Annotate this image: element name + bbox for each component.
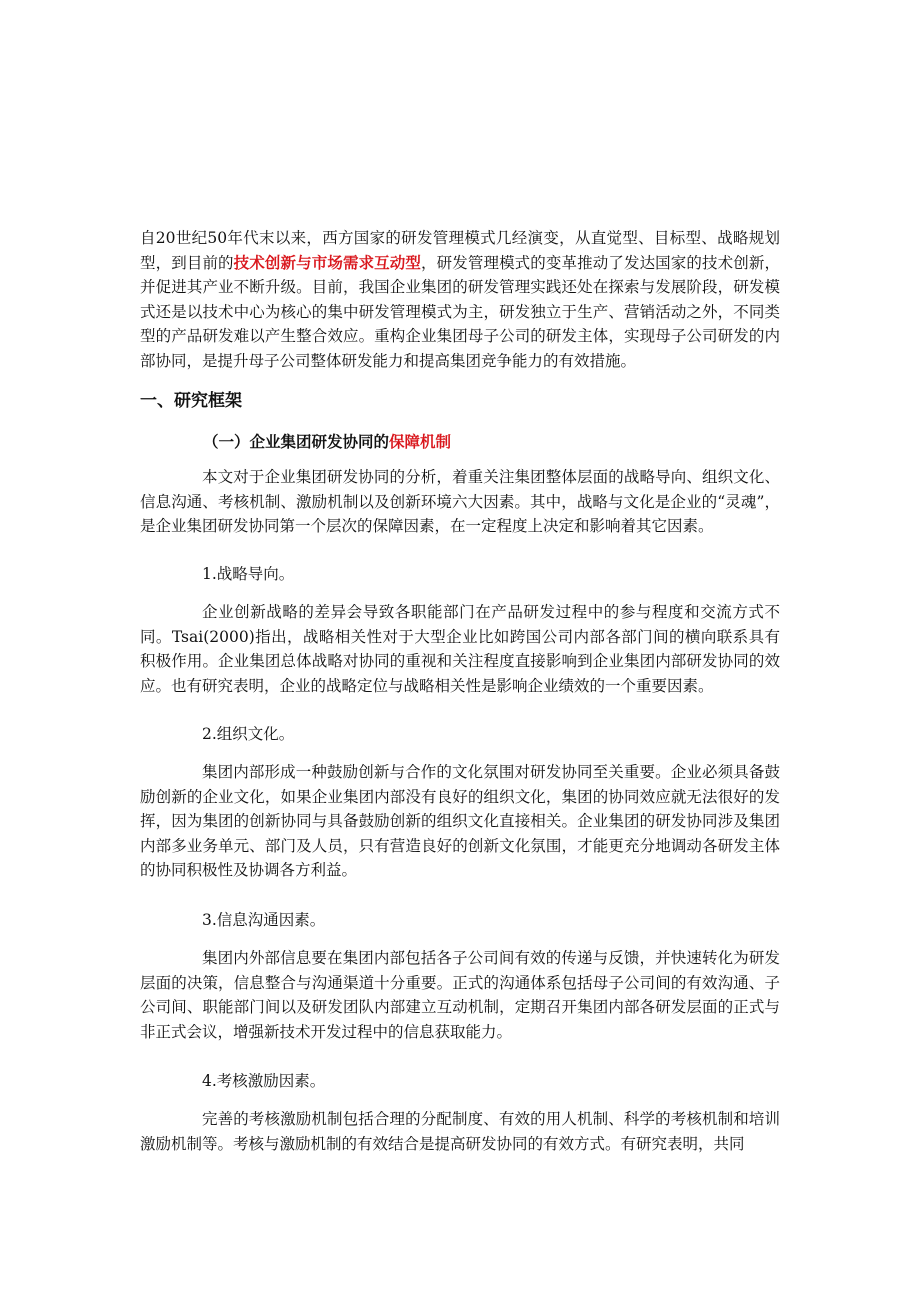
strategy-paragraph: 企业创新战略的差异会导致各职能部门在产品研发过程中的参与程度和交流方式不同。Tsai(2000)指出，战略相关性对于大型企业比如跨国公司内部各部门间的横向联系具有积极作用。企业集团总体战略对协同的重视和关注程度直接影响到企业集团内部研发协同的效应。也有研究表明，企业的战略定位与战略相关性是影响企业绩效的一个重要因素。	[140, 603, 780, 695]
subsection-title-highlight: 保障机制	[389, 433, 452, 451]
intro-text-part1: 自20世纪50年代末以来，西方国家的研发管理模式几经演变，从直觉型、目标型、战略规划型，到目前的	[140, 229, 780, 272]
overview-paragraph: 本文对于企业集团研发协同的分析，着重关注集团整体层面的战略导向、组织文化、信息沟通、考核机制、激励机制以及创新环境六大因素。其中，战略与文化是企业的“灵魂”，是企业集团研发协同第一个层次的保障因素，在一定程度上决定和影响着其它因素。	[140, 468, 780, 535]
subsection-heading	[203, 430, 451, 452]
item-heading-communication: 3.信息沟通因素。	[202, 911, 326, 929]
evaluation-paragraph: 完善的考核激励机制包括合理的分配制度、有效的用人机制、科学的考核机制和培训激励机制等。考核与激励机制的有效结合是提高研发协同的有效方式。有研究表明，共同	[140, 1110, 780, 1153]
item-heading-evaluation: 4.考核激励因素。	[202, 1072, 326, 1090]
communication-paragraph: 集团内外部信息要在集团内部包括各子公司间有效的传递与反馈，并快速转化为研发层面的决策，信息整合与沟通渠道十分重要。正式的沟通体系包括母子公司间的有效沟通、子公司间、职能部门间以及研发团队内部建立互动机制，定期召开集团内部各研发层面的正式与非正式会议，增强新技术开发过程中的信息获取能力。	[140, 949, 780, 1041]
culture-paragraph: 集团内部形成一种鼓励创新与合作的文化氛围对研发协同至关重要。企业必须具备鼓励创新的企业文化，如果企业集团内部没有良好的组织文化，集团的协同效应就无法很好的发挥，因为集团的创新协同与具备鼓励创新的组织文化直接相关。企业集团的研发协同涉及集团内部多业务单元、部门及人员，只有营造良好的创新文化氛围，才能更充分地调动各研发主体的协同积极性及协调各方利益。	[140, 763, 780, 879]
intro-text-part2: ，研发管理模式的变革推动了发达国家的技术创新，并促进其产业不断升级。目前，我国企业集团的研发管理实践还处在探索与发展阶段，研发模式还是以技术中心为核心的集中研发管理模式为主，研发独立于生产、营销活动之外，不同类型的产品研发难以产生整合效应。重构企业集团母子公司的研发主体，实现母子公司研发的内部协同，是提升母子公司整体研发能力和提高集团竞争能力的有效措施。	[140, 253, 780, 370]
intro-highlight: 技术创新与市场需求互动型	[233, 253, 422, 272]
subsection-title-prefix: （一）企业集团研发协同的	[203, 433, 390, 451]
section-heading: 一、研究框架	[140, 391, 242, 411]
intro-paragraph	[140, 226, 780, 373]
item-heading-culture: 2.组织文化。	[202, 725, 295, 743]
item-heading-strategy: 1.战略导向。	[202, 565, 295, 583]
